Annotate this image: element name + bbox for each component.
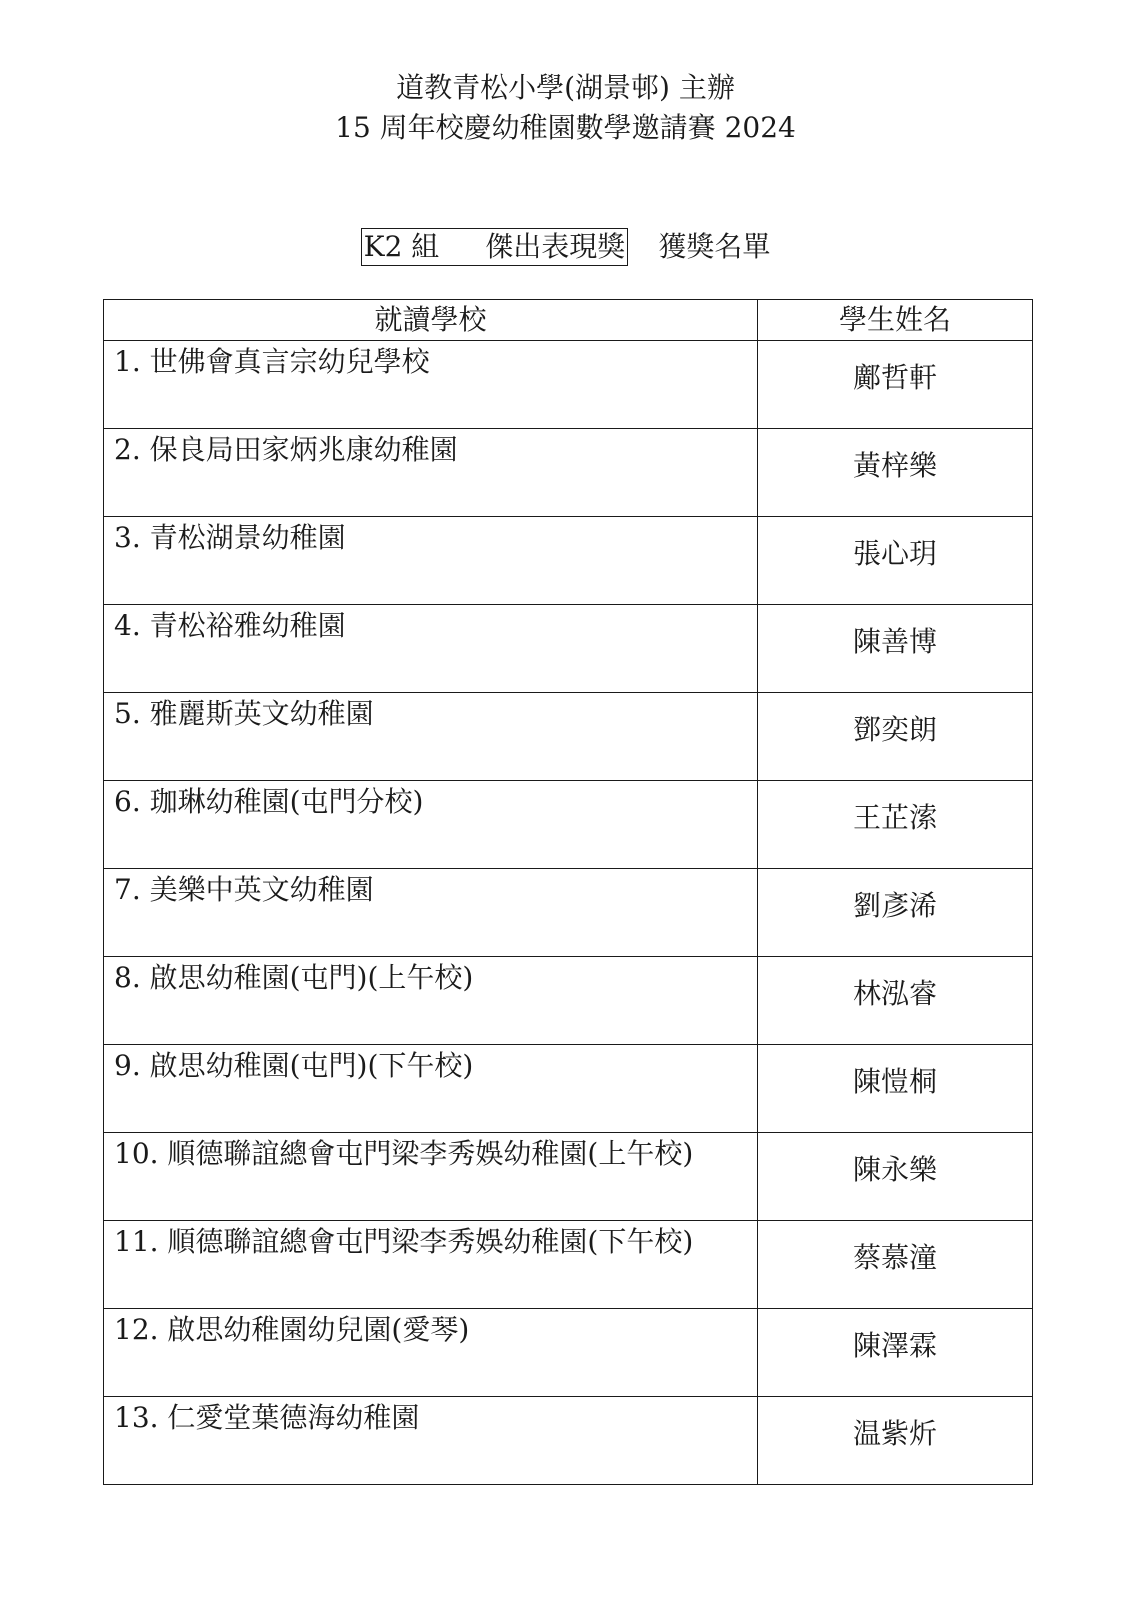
- student-cell: 温紫炘: [758, 1397, 1033, 1485]
- school-cell: 5. 雅麗斯英文幼稚園: [104, 693, 758, 781]
- table-row: [104, 1045, 1033, 1133]
- student-cell: 鄺哲軒: [758, 341, 1033, 429]
- student-cell: 王芷溹: [758, 781, 1033, 869]
- award-box: [361, 228, 629, 266]
- table-row: [104, 781, 1033, 869]
- award-heading: [0, 228, 1131, 266]
- student-cell: 鄧奕朗: [758, 693, 1033, 781]
- school-cell: 4. 青松裕雅幼稚園: [104, 605, 758, 693]
- table-header-row: [104, 300, 1033, 341]
- table-row: [104, 341, 1033, 429]
- student-cell: 陳永樂: [758, 1133, 1033, 1221]
- header-student: 學生姓名: [758, 300, 1033, 341]
- school-cell: 12. 啟思幼稚園幼兒園(愛琴): [104, 1309, 758, 1397]
- table-row: [104, 693, 1033, 781]
- student-cell: 張心玥: [758, 517, 1033, 605]
- table-row: [104, 1133, 1033, 1221]
- table-row: [104, 1397, 1033, 1485]
- organizer-line: 道教青松小學(湖景邨) 主辦: [396, 71, 735, 104]
- table-row: [104, 429, 1033, 517]
- school-cell: 6. 珈琳幼稚園(屯門分校): [104, 781, 758, 869]
- student-cell: 林泓睿: [758, 957, 1033, 1045]
- school-cell: 7. 美樂中英文幼稚園: [104, 869, 758, 957]
- table-row: [104, 957, 1033, 1045]
- table-row: [104, 605, 1033, 693]
- school-cell: 13. 仁愛堂葉德海幼稚園: [104, 1397, 758, 1485]
- table-row: [104, 1309, 1033, 1397]
- school-cell: 10. 順德聯誼總會屯門梁李秀娛幼稚園(上午校): [104, 1133, 758, 1221]
- winners-table: [103, 299, 1033, 1485]
- student-cell: 陳愷桐: [758, 1045, 1033, 1133]
- student-cell: 陳澤霖: [758, 1309, 1033, 1397]
- award-group: K2 組: [363, 230, 440, 263]
- school-cell: 11. 順德聯誼總會屯門梁李秀娛幼稚園(下午校): [104, 1221, 758, 1309]
- school-cell: 2. 保良局田家炳兆康幼稚園: [104, 429, 758, 517]
- school-cell: 3. 青松湖景幼稚園: [104, 517, 758, 605]
- header-school: 就讀學校: [104, 300, 758, 341]
- table-row: [104, 869, 1033, 957]
- table-row: [104, 517, 1033, 605]
- school-cell: 9. 啟思幼稚園(屯門)(下午校): [104, 1045, 758, 1133]
- student-cell: 陳善博: [758, 605, 1033, 693]
- school-cell: 1. 世佛會真言宗幼兒學校: [104, 341, 758, 429]
- table-row: [104, 1221, 1033, 1309]
- student-cell: 劉彥浠: [758, 869, 1033, 957]
- student-cell: 蔡慕潼: [758, 1221, 1033, 1309]
- student-cell: 黃梓樂: [758, 429, 1033, 517]
- award-suffix: 獲獎名單: [658, 230, 771, 263]
- event-title: 15 周年校慶幼稚園數學邀請賽 2024: [335, 111, 796, 144]
- award-name: 傑出表現獎: [485, 230, 626, 263]
- school-cell: 8. 啟思幼稚園(屯門)(上午校): [104, 957, 758, 1045]
